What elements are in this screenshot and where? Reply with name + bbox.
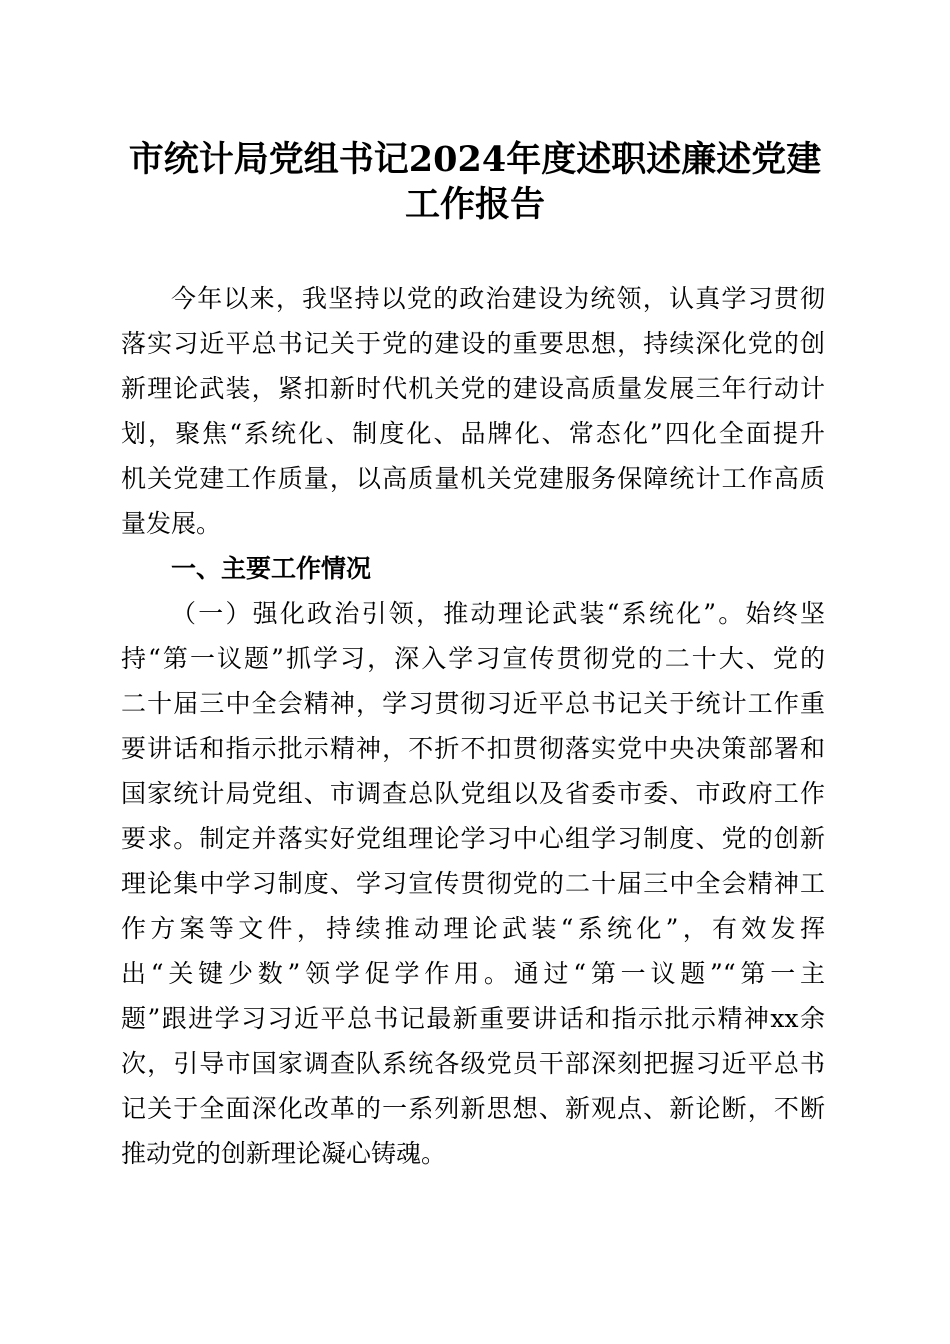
paragraph-line: （一）强化政治引领，推动理论武装“系统化”。始终坚 bbox=[171, 599, 825, 628]
paragraph-line: 理论集中学习制度、学习宣传贯彻党的二十届三中全会精神工 bbox=[121, 869, 825, 898]
paragraph-line: 量发展。 bbox=[121, 509, 222, 538]
heading-main-work: 一、主要工作情况 bbox=[171, 554, 372, 583]
section-heading bbox=[121, 546, 825, 591]
paragraph-line: 二十届三中全会精神，学习贯彻习近平总书记关于统计工作重 bbox=[121, 689, 825, 718]
paragraph-line: 要讲话和指示批示精神，不折不扣贯彻落实党中央决策部署和 bbox=[121, 734, 825, 763]
paragraph-line: 推动党的创新理论凝心铸魂。 bbox=[121, 1139, 447, 1168]
paragraph-line: 记关于全面深化改革的一系列新思想、新观点、新论断，不断 bbox=[121, 1094, 825, 1123]
paragraph-line: 国家统计局党组、市调查总队党组以及省委市委、市政府工作 bbox=[121, 779, 825, 808]
document-title-line-1: 市统计局党组书记2024年度述职述廉述党建 bbox=[128, 139, 822, 180]
paragraph-line: 机关党建工作质量，以高质量机关党建服务保障统计工作高质 bbox=[121, 464, 825, 493]
section-1-paragraph bbox=[121, 591, 825, 1176]
paragraph-line: 持“第一议题”抓学习，深入学习宣传贯彻党的二十大、党的 bbox=[121, 644, 825, 673]
document-title-line-2: 工作报告 bbox=[404, 184, 545, 225]
paragraph-line: 划，聚焦“系统化、制度化、品牌化、常态化”四化全面提升 bbox=[121, 419, 825, 448]
paragraph-line: 出“关键少数”领学促学作用。通过“第一议题”“第一主 bbox=[121, 959, 825, 988]
paragraph-line: 题”跟进学习习近平总书记最新重要讲话和指示批示精神xx余 bbox=[121, 1004, 825, 1033]
intro-paragraph bbox=[121, 276, 825, 546]
paragraph-line: 落实习近平总书记关于党的建设的重要思想，持续深化党的创 bbox=[121, 329, 825, 358]
paragraph-line: 次，引导市国家调查队系统各级党员干部深刻把握习近平总书 bbox=[121, 1049, 825, 1078]
paragraph-line: 要求。制定并落实好党组理论学习中心组学习制度、党的创新 bbox=[121, 824, 825, 853]
paragraph-line: 新理论武装，紧扣新时代机关党的建设高质量发展三年行动计 bbox=[121, 374, 825, 403]
paragraph-line: 今年以来，我坚持以党的政治建设为统领，认真学习贯彻 bbox=[171, 284, 825, 313]
paragraph-line: 作方案等文件，持续推动理论武装“系统化”，有效发挥 bbox=[121, 914, 825, 943]
